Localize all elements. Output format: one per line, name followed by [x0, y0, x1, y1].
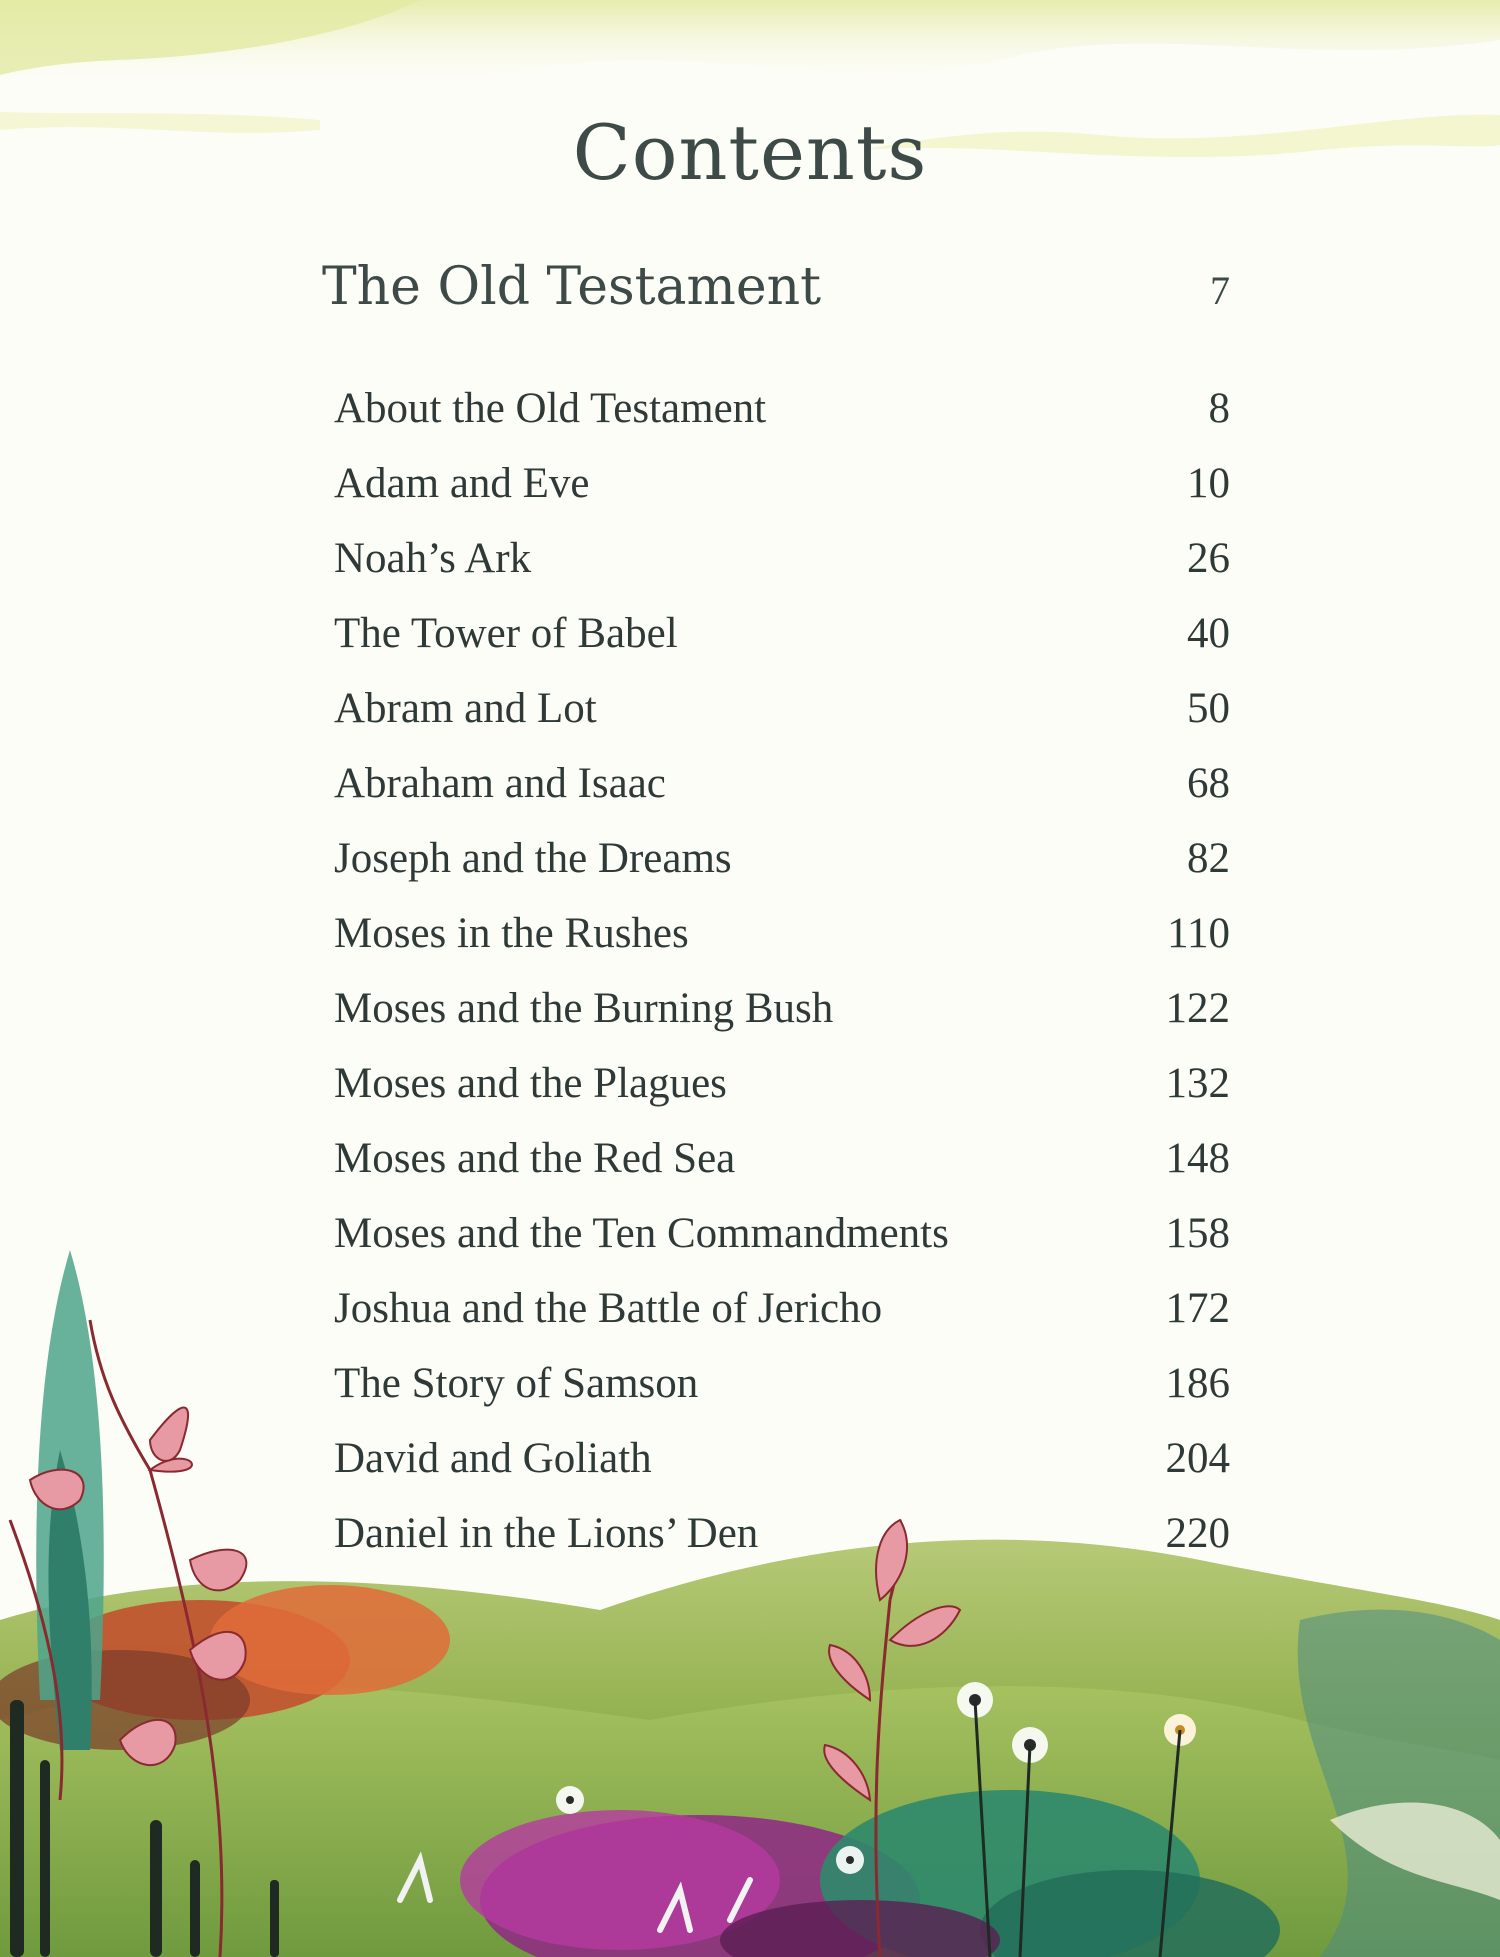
toc-entry-title: Moses and the Plagues [334, 1060, 727, 1107]
toc-entry-title: The Tower of Babel [334, 610, 678, 657]
toc-entry [334, 1196, 1230, 1271]
toc-entry [334, 1121, 1230, 1196]
toc-entry [334, 1421, 1230, 1496]
toc-entry-title: Daniel in the Lions’ Den [334, 1510, 759, 1557]
toc-entry-page: 186 [1165, 1360, 1230, 1407]
toc-entry [334, 971, 1230, 1046]
toc-entry [334, 1346, 1230, 1421]
toc-entry-page: 158 [1165, 1210, 1230, 1257]
toc-entry-page: 82 [1187, 835, 1230, 882]
toc-entry-page: 8 [1208, 385, 1230, 432]
toc-entry-title: Moses and the Ten Commandments [334, 1210, 949, 1257]
table-of-contents [334, 371, 1230, 1571]
toc-entry [334, 521, 1230, 596]
toc-entry [334, 1046, 1230, 1121]
toc-entry-title: David and Goliath [334, 1435, 652, 1482]
section-heading [322, 257, 1230, 317]
toc-entry-page: 68 [1187, 760, 1230, 807]
section-page-number: 7 [1210, 268, 1230, 313]
toc-entry-page: 132 [1165, 1060, 1230, 1107]
toc-entry-page: 122 [1165, 985, 1230, 1032]
toc-entry-page: 40 [1187, 610, 1230, 657]
toc-entry [334, 446, 1230, 521]
toc-entry [334, 671, 1230, 746]
page-title: Contents [572, 108, 928, 197]
toc-entry-title: Joseph and the Dreams [334, 835, 732, 882]
toc-entry [334, 896, 1230, 971]
toc-entry [334, 1496, 1230, 1571]
toc-entry-page: 148 [1165, 1135, 1230, 1182]
toc-entry [334, 1271, 1230, 1346]
toc-entry-page: 220 [1165, 1510, 1230, 1557]
toc-entry-title: Moses and the Burning Bush [334, 985, 834, 1032]
section-title: The Old Testament [322, 257, 822, 317]
toc-entry-title: Noah’s Ark [334, 535, 532, 582]
toc-entry-page: 26 [1187, 535, 1230, 582]
toc-entry [334, 821, 1230, 896]
toc-entry-page: 50 [1187, 685, 1230, 732]
toc-entry-title: The Story of Samson [334, 1360, 699, 1407]
toc-entry-title: About the Old Testament [334, 385, 767, 432]
toc-entry-title: Abraham and Isaac [334, 760, 666, 807]
toc-entry-page: 172 [1165, 1285, 1230, 1332]
toc-entry [334, 746, 1230, 821]
toc-entry-title: Joshua and the Battle of Jericho [334, 1285, 883, 1332]
toc-entry-title: Adam and Eve [334, 460, 590, 507]
toc-entry-title: Moses in the Rushes [334, 910, 689, 957]
toc-entry-page: 204 [1165, 1435, 1230, 1482]
toc-entry [334, 371, 1230, 446]
toc-entry-page: 10 [1187, 460, 1230, 507]
toc-entry [334, 596, 1230, 671]
toc-entry-title: Moses and the Red Sea [334, 1135, 736, 1182]
toc-entry-title: Abram and Lot [334, 685, 597, 732]
toc-entry-page: 110 [1167, 910, 1230, 957]
